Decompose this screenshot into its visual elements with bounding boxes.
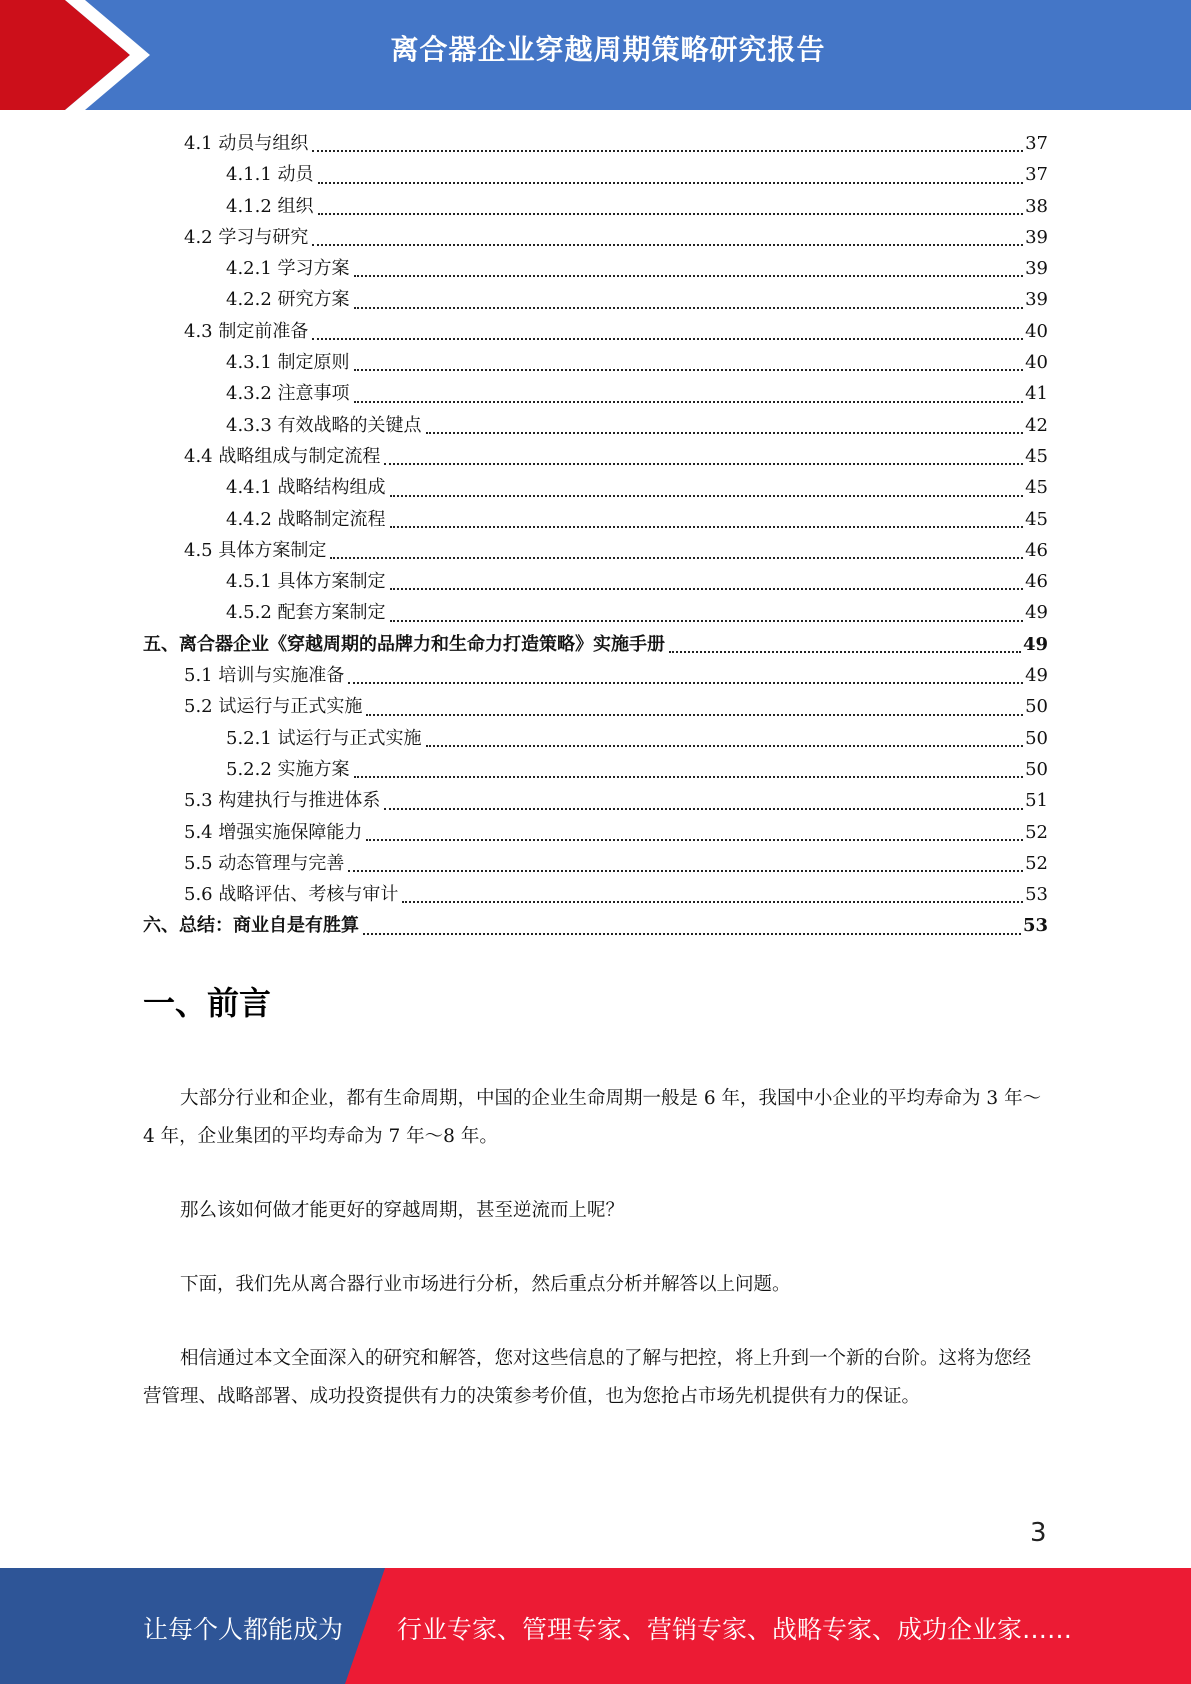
toc-leader-dots bbox=[354, 369, 1024, 371]
toc-leader-dots bbox=[354, 776, 1024, 778]
toc-leader-dots bbox=[402, 901, 1023, 903]
toc-entry[interactable] bbox=[143, 785, 1048, 816]
toc-entry[interactable] bbox=[143, 128, 1048, 159]
toc-entry-label: 4.5.1 具体方案制定 bbox=[226, 571, 386, 593]
toc-entry-label: 4.3 制定前准备 bbox=[184, 320, 309, 342]
toc-entry-page: 39 bbox=[1025, 289, 1048, 311]
toc-leader-dots bbox=[354, 307, 1024, 309]
toc-leader-dots bbox=[366, 714, 1023, 716]
toc-leader-dots bbox=[669, 651, 1021, 653]
section-heading: 一、前言 bbox=[143, 984, 272, 1022]
toc-entry[interactable] bbox=[143, 316, 1048, 347]
toc-leader-dots bbox=[330, 557, 1023, 559]
toc-leader-dots bbox=[426, 432, 1024, 434]
toc-entry[interactable] bbox=[143, 660, 1048, 691]
toc-leader-dots bbox=[390, 495, 1024, 497]
toc-leader-dots bbox=[384, 463, 1023, 465]
toc-entry-page: 46 bbox=[1025, 571, 1048, 593]
toc-entry[interactable] bbox=[143, 191, 1048, 222]
toc-entry-page: 45 bbox=[1025, 508, 1048, 530]
toc-entry-label: 4.4 战略组成与制定流程 bbox=[184, 445, 381, 467]
toc-entry-page: 42 bbox=[1025, 414, 1048, 436]
toc-entry-page: 46 bbox=[1025, 539, 1048, 561]
toc-entry-page: 40 bbox=[1025, 352, 1048, 374]
toc-entry-label: 5.4 增强实施保障能力 bbox=[184, 821, 363, 843]
toc-entry-page: 45 bbox=[1025, 477, 1048, 499]
toc-leader-dots bbox=[312, 244, 1023, 246]
paragraph: 那么该如何做才能更好的穿越周期，甚至逆流而上呢？ bbox=[180, 1200, 625, 1221]
toc-entry-label: 4.5 具体方案制定 bbox=[184, 539, 327, 561]
toc-entry-page: 53 bbox=[1025, 884, 1048, 906]
toc-entry-label: 4.4.1 战略结构组成 bbox=[226, 477, 386, 499]
toc-entry[interactable] bbox=[143, 378, 1048, 409]
toc-leader-dots bbox=[348, 870, 1023, 872]
toc-leader-dots bbox=[366, 839, 1023, 841]
toc-entry[interactable] bbox=[143, 347, 1048, 378]
toc-entry-label: 5.2.2 实施方案 bbox=[226, 758, 350, 780]
toc-entry-label: 4.2.1 学习方案 bbox=[226, 258, 350, 280]
toc-entry-label: 4.1 动员与组织 bbox=[184, 133, 309, 154]
toc-entry-label: 4.2 学习与研究 bbox=[184, 226, 309, 248]
toc-entry-label: 六、总结：商业自是有胜算 bbox=[143, 915, 359, 937]
toc-entry-page: 40 bbox=[1025, 320, 1048, 342]
toc-entry[interactable] bbox=[143, 723, 1048, 754]
toc-entry-page: 37 bbox=[1025, 133, 1048, 154]
toc-leader-dots bbox=[426, 745, 1024, 747]
toc-entry-page: 50 bbox=[1025, 758, 1048, 780]
toc-entry-label: 4.3.3 有效战略的关键点 bbox=[226, 414, 422, 436]
toc-entry[interactable] bbox=[143, 222, 1048, 253]
toc-entry[interactable] bbox=[143, 159, 1048, 190]
toc-leader-dots bbox=[348, 682, 1023, 684]
toc-entry-label: 五、离合器企业《穿越周期的品牌力和生命力打造策略》实施手册 bbox=[143, 633, 665, 655]
toc-leader-dots bbox=[312, 150, 1023, 152]
toc-entry[interactable] bbox=[143, 848, 1048, 879]
toc-leader-dots bbox=[390, 526, 1024, 528]
toc-entry[interactable] bbox=[143, 566, 1048, 597]
toc-entry[interactable] bbox=[143, 691, 1048, 722]
toc-entry-page: 38 bbox=[1025, 195, 1048, 217]
toc-entry-page: 49 bbox=[1025, 602, 1048, 624]
toc-entry-page: 52 bbox=[1025, 821, 1048, 843]
toc-leader-dots bbox=[363, 933, 1021, 935]
toc-entry-page: 49 bbox=[1025, 665, 1048, 687]
toc-entry[interactable] bbox=[143, 879, 1048, 910]
paragraph: 下面，我们先从离合器行业市场进行分析，然后重点分析并解答以上问题。 bbox=[180, 1274, 791, 1295]
toc-entry[interactable] bbox=[143, 817, 1048, 848]
paragraph: 大部分行业和企业，都有生命周期，中国的企业生命周期一般是 6 年，我国中小企业的平均寿命为 3 年～4 年，企业集团的平均寿命为 7 年～8 年。 bbox=[143, 1088, 1042, 1147]
toc-entry-label: 5.5 动态管理与完善 bbox=[184, 852, 345, 874]
toc-entry-page: 51 bbox=[1025, 790, 1048, 812]
page-footer bbox=[0, 1568, 1191, 1684]
toc-entry-label: 4.4.2 战略制定流程 bbox=[226, 508, 386, 530]
page-number: 3 bbox=[1030, 1518, 1047, 1548]
toc-entry[interactable] bbox=[143, 754, 1048, 785]
footer-slogan-left: 让每个人都能成为 bbox=[143, 1615, 344, 1644]
toc-leader-dots bbox=[318, 213, 1024, 215]
table-of-contents bbox=[143, 128, 1048, 942]
toc-entry-page: 49 bbox=[1022, 633, 1048, 655]
toc-entry[interactable] bbox=[143, 441, 1048, 472]
toc-entry-page: 39 bbox=[1025, 226, 1048, 248]
toc-entry-page: 45 bbox=[1025, 445, 1048, 467]
toc-leader-dots bbox=[354, 401, 1024, 403]
toc-entry-page: 37 bbox=[1025, 164, 1048, 186]
toc-entry-label: 5.2 试运行与正式实施 bbox=[184, 696, 363, 718]
toc-entry-page: 53 bbox=[1022, 915, 1048, 937]
toc-leader-dots bbox=[312, 338, 1023, 340]
toc-entry-label: 4.3.1 制定原则 bbox=[226, 352, 350, 374]
toc-entry-label: 5.1 培训与实施准备 bbox=[184, 665, 345, 687]
toc-entry-page: 52 bbox=[1025, 852, 1048, 874]
toc-entry-label: 4.1.1 动员 bbox=[226, 164, 314, 186]
toc-entry-page: 39 bbox=[1025, 258, 1048, 280]
toc-entry[interactable] bbox=[143, 284, 1048, 315]
toc-entry[interactable] bbox=[143, 629, 1048, 660]
toc-entry-label: 5.6 战略评估、考核与审计 bbox=[184, 884, 399, 906]
toc-entry[interactable] bbox=[143, 472, 1048, 503]
toc-entry-label: 5.3 构建执行与推进体系 bbox=[184, 790, 381, 812]
toc-entry[interactable] bbox=[143, 910, 1048, 941]
toc-entry[interactable] bbox=[143, 504, 1048, 535]
toc-leader-dots bbox=[354, 275, 1024, 277]
footer-slogan-right: 行业专家、管理专家、营销专家、战略专家、成功企业家…… bbox=[397, 1615, 1073, 1644]
toc-leader-dots bbox=[318, 182, 1024, 184]
paragraph: 相信通过本文全面深入的研究和解答，您对这些信息的了解与把控，将上升到一个新的台阶。这将为您经营管理、战略部署、成功投资提供有力的决策参考价值，也为您抢占市场先机提供有力的保证。 bbox=[143, 1348, 1032, 1407]
toc-entry-label: 4.5.2 配套方案制定 bbox=[226, 602, 386, 624]
preface-body bbox=[143, 1080, 1048, 1452]
toc-entry[interactable] bbox=[143, 253, 1048, 284]
toc-entry-label: 5.2.1 试运行与正式实施 bbox=[226, 727, 422, 749]
toc-entry-label: 4.1.2 组织 bbox=[226, 195, 314, 217]
toc-leader-dots bbox=[384, 808, 1023, 810]
toc-entry-page: 41 bbox=[1025, 383, 1048, 405]
toc-entry[interactable] bbox=[143, 535, 1048, 566]
toc-entry-label: 4.2.2 研究方案 bbox=[226, 289, 350, 311]
report-title: 离合器企业穿越周期策略研究报告 bbox=[390, 33, 826, 66]
toc-entry[interactable] bbox=[143, 410, 1048, 441]
toc-entry-page: 50 bbox=[1025, 727, 1048, 749]
toc-leader-dots bbox=[390, 620, 1024, 622]
toc-entry-page: 50 bbox=[1025, 696, 1048, 718]
toc-entry-label: 4.3.2 注意事项 bbox=[226, 383, 350, 405]
page-header bbox=[0, 0, 1191, 110]
toc-entry[interactable] bbox=[143, 597, 1048, 628]
toc-leader-dots bbox=[390, 588, 1024, 590]
